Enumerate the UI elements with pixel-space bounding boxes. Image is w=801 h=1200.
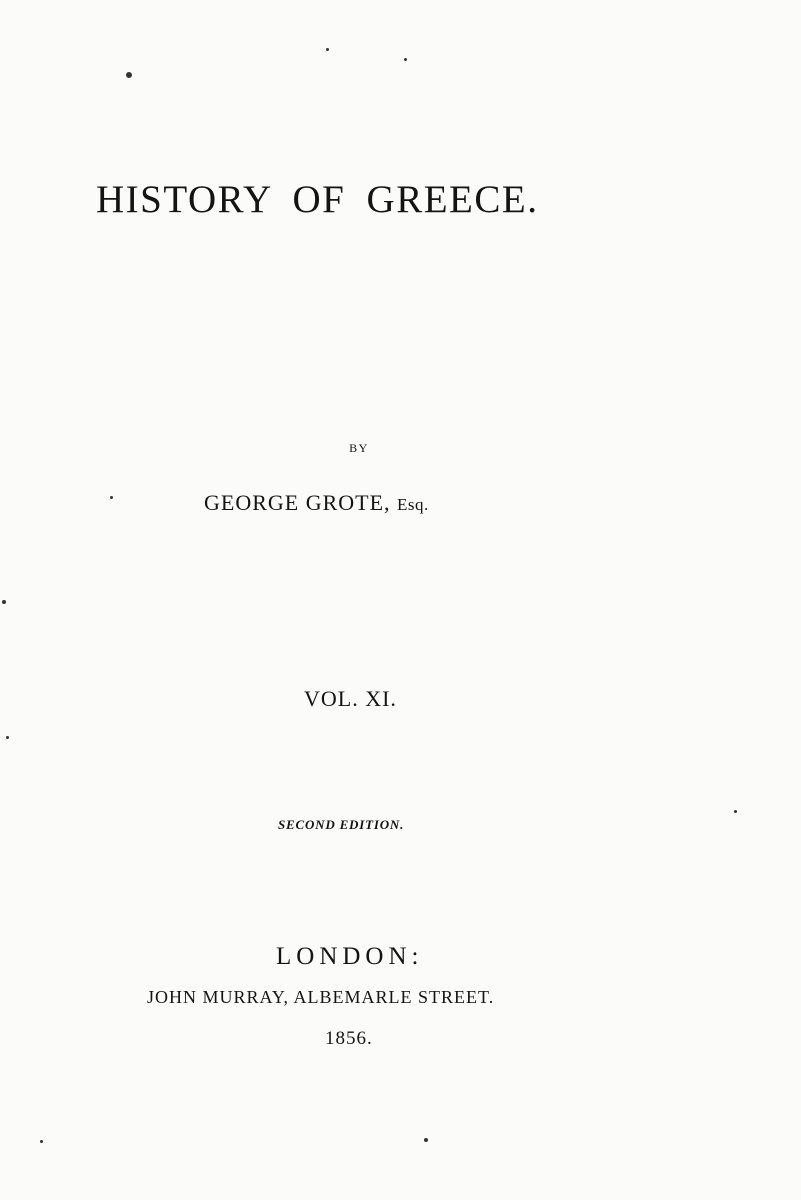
paper-speck [326,48,329,51]
edition: SECOND EDITION. [278,817,405,832]
book-title: HISTORY OF GREECE. [96,178,539,221]
paper-speck [40,1140,43,1143]
publication-city: LONDON: [276,943,424,970]
paper-speck [424,1138,428,1142]
paper-speck [404,58,407,61]
by-line: BY [349,441,369,455]
author-name: GEORGE GROTE, [204,490,391,515]
publication-year: 1856. [325,1028,373,1049]
paper-speck [110,496,113,499]
publisher: JOHN MURRAY, ALBEMARLE STREET. [147,987,495,1007]
paper-speck [2,600,6,604]
author [204,492,429,514]
volume-number: VOL. XI. [304,686,397,711]
paper-speck [6,736,9,739]
author-suffix: Esq. [397,495,429,514]
paper-speck [126,72,132,78]
paper-speck [734,810,737,813]
